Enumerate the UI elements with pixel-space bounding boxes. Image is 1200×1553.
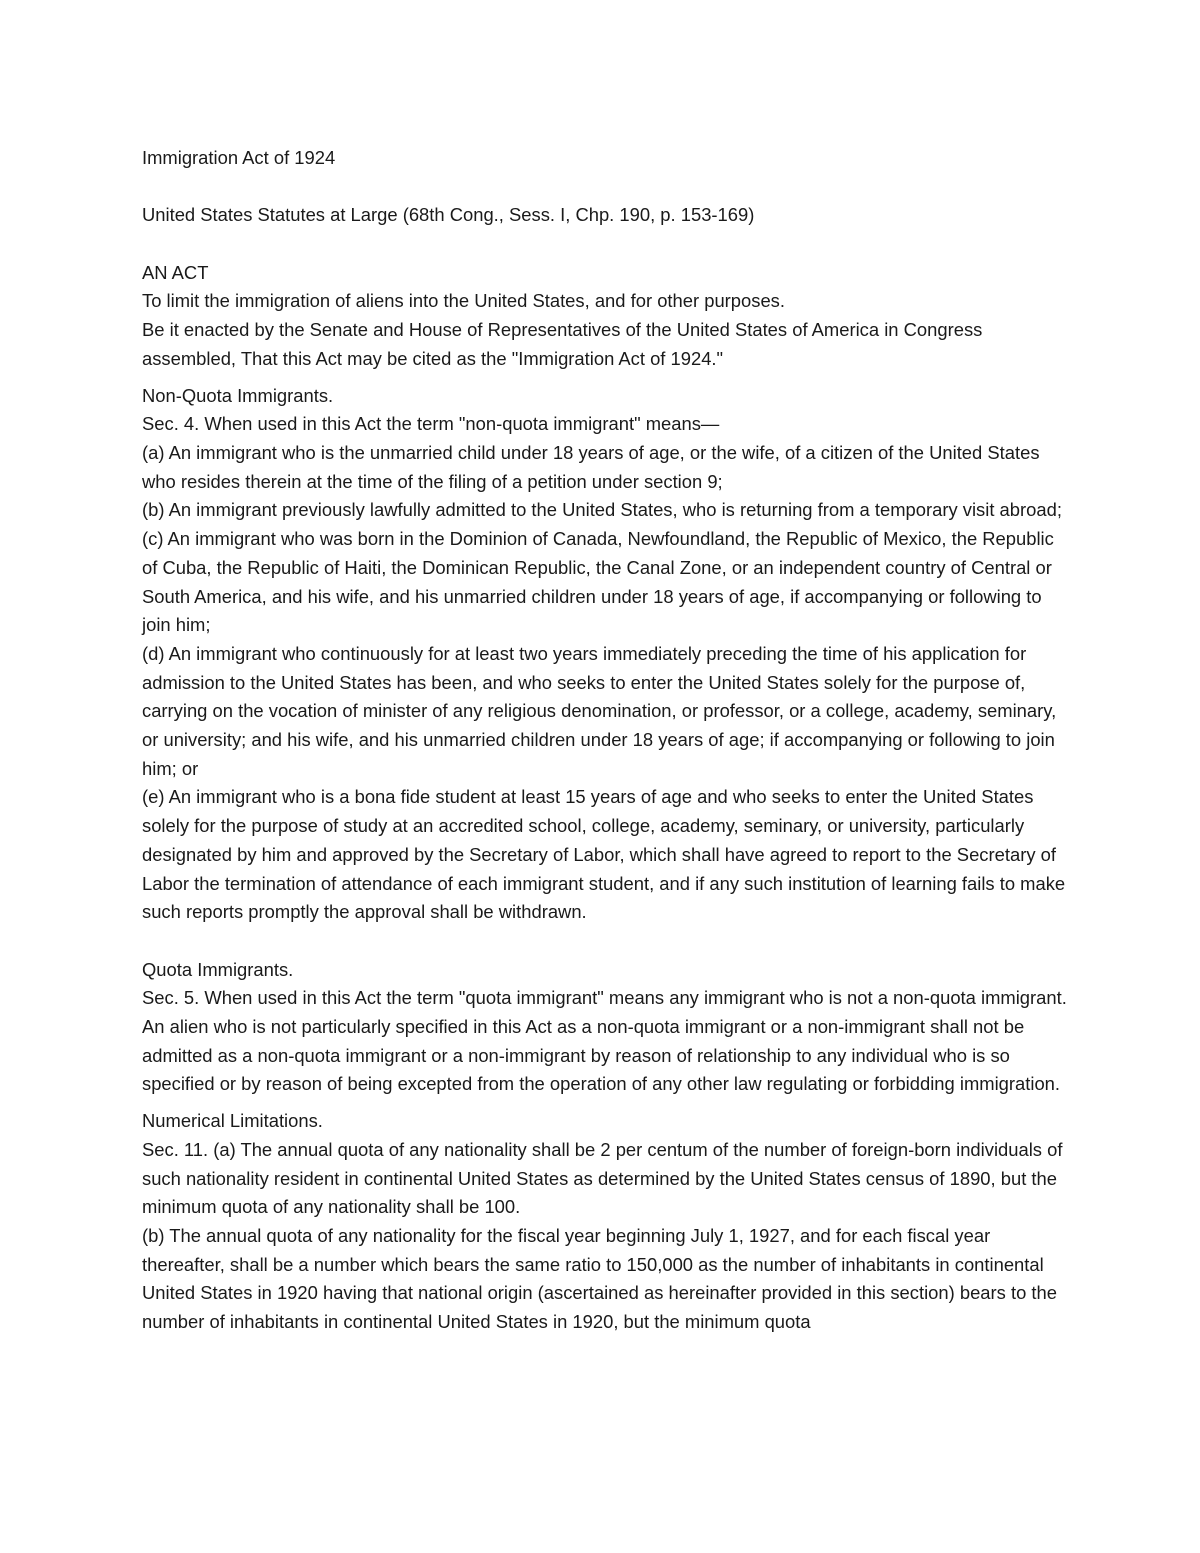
numerical-heading: Numerical Limitations. bbox=[142, 1110, 323, 1132]
sec-4-clause-e: (e) An immigrant who is a bona fide student at least 15 years of age and who seeks to enter the United States solely for the purpose of study at an accredited school, college, academy, seminary, or university, particularly designated by him and approved by the Secretary of Labor, which shall have agreed to report to the Secretary of Labor the termination of attendance of each immigrant student, and if any such institution of learning fails to make such reports promptly the approval shall be withdrawn. bbox=[142, 786, 1066, 923]
sec-11-clause-a: Sec. 11. (a) The annual quota of any nationality shall be 2 per centum of the number of foreign-born individuals of such nationality resident in continental United States as determined by the United States census of 1890, but the minimum quota of any nationality shall be 100. bbox=[142, 1138, 1063, 1218]
sec-4-clause-d: (d) An immigrant who continuously for at least two years immediately preceding the time of his application for admission to the United States has been, and who seeks to enter the United States solely for the purpose of, carrying on the vocation of minister of any religious denomination, or professor, or a college, academy, seminary, or university; and his wife, and his unmarried children under 18 years of age; if accompanying or following to join him; or bbox=[142, 642, 1057, 779]
sec-4-intro: Sec. 4. When used in this Act the term "non-quota immigrant" means— bbox=[142, 413, 720, 435]
sec-11-clause-b: (b) The annual quota of any nationality for the fiscal year beginning July 1, 1927, and for each fiscal year thereafter, shall be a number which bears the same ratio to 150,000 as the number of inhabitants in continental United States in 1920 having that national origin (ascertained as hereinafter provided in this section) bears to the number of inhabitants in continental United States in 1920, but the minimum quota bbox=[142, 1224, 1057, 1333]
sec-4-clause-b: (b) An immigrant previously lawfully admitted to the United States, who is returning from a temporary visit abroad; bbox=[142, 499, 1062, 521]
enacting-clause: Be it enacted by the Senate and House of Representatives of the United States of America in Congress assembled, That this Act may be cited as the "Immigration Act of 1924." bbox=[142, 319, 983, 369]
spacer bbox=[142, 374, 1067, 382]
act-purpose: To limit the immigration of aliens into the United States, and for other purposes. bbox=[142, 290, 785, 312]
document-title: Immigration Act of 1924 bbox=[142, 147, 336, 168]
nonquota-heading: Non-Quota Immigrants. bbox=[142, 384, 334, 406]
document-body bbox=[142, 144, 1067, 1337]
source-citation: United States Statutes at Large (68th Cong., Sess. I, Chp. 190, p. 153-169) bbox=[142, 204, 755, 226]
spacer bbox=[142, 173, 1067, 202]
spacer bbox=[142, 1099, 1067, 1107]
spacer bbox=[142, 927, 1067, 956]
sec-4-clause-c: (c) An immigrant who was born in the Dominion of Canada, Newfoundland, the Republic of Mexico, the Republic of Cuba, the Republic of Haiti, the Dominican Republic, the Canal Zone, or an independent country of Central or South America, and his wife, and his unmarried children under 18 years of age, if accompanying or following to join him; bbox=[142, 528, 1054, 636]
sec-4-clause-a: (a) An immigrant who is the unmarried child under 18 years of age, or the wife, of a citizen of the United States who resides therein at the time of the filing of a petition under section 9; bbox=[142, 442, 1040, 492]
quota-heading: Quota Immigrants. bbox=[142, 958, 294, 980]
spacer bbox=[142, 230, 1067, 259]
act-heading: AN ACT bbox=[142, 261, 209, 283]
sec-5-text: Sec. 5. When used in this Act the term "quota immigrant" means any immigrant who is not a non-quota immigrant. An alien who is not particularly specified in this Act as a non-quota immigrant or a non-immigrant shall not be admitted as a non-quota immigrant or a non-immigrant by reason of relationship to any individual who is so specified or by reason of being excepted from the operation of any other law regulating or forbidding immigration. bbox=[142, 987, 1067, 1095]
